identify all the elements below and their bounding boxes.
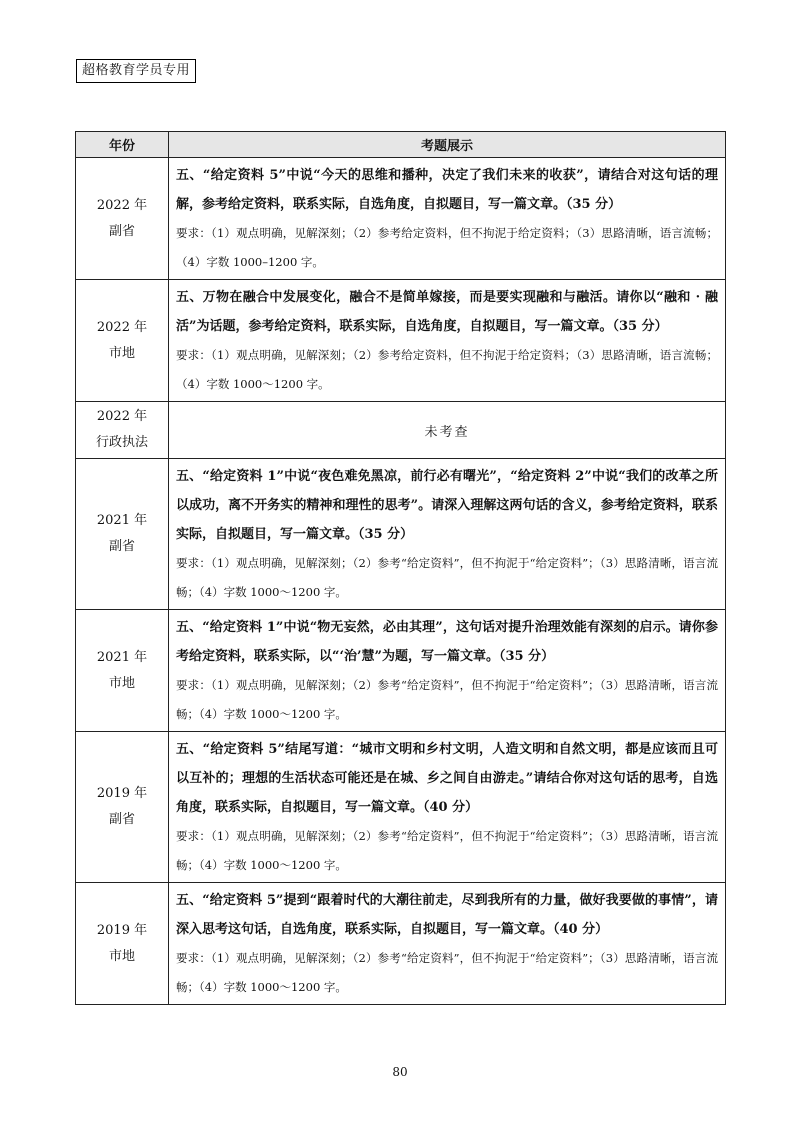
question-cell xyxy=(169,459,726,610)
question-prompt: 五、“给定资料 1”中说“物无妄然，必由其理”，这句话对提升治理效能有深刻的启示。请你参考给定资料，联系实际，以“‘治’慧”为题，写一篇文章。（35 分） xyxy=(176,620,718,664)
column-header-year: 年份 xyxy=(76,132,169,158)
question-cell xyxy=(169,732,726,883)
table-row xyxy=(76,732,726,883)
exam-type: 副省 xyxy=(108,223,135,239)
table-row xyxy=(76,459,726,610)
year-cell xyxy=(76,158,169,280)
question-prompt: 五、“给定资料 5”提到“跟着时代的大潮往前走，尽到我所有的力量，做好我要做的事情”，请深入思考这句话，自选角度，联系实际，自拟题目，写一篇文章。（40 分） xyxy=(176,893,718,937)
exam-type: 副省 xyxy=(108,539,135,554)
question-requirement: 要求：（1）观点明确，见解深刻；（2）参考给定资料，但不拘泥于给定资料；（3）思路清晰，语言流畅；（4）字数 1000–1200 字。 xyxy=(176,226,718,269)
question-prompt: 五、“给定资料 5”中说“今天的思维和播种，决定了我们未来的收获”，请结合对这句话的理解，参考给定资料，联系实际，自选角度，自拟题目，写一篇文章。（35 分） xyxy=(176,168,718,212)
question-requirement: 要求：（1）观点明确，见解深刻；（2）参考“给定资料”，但不拘泥于“给定资料”；（3）思路清晰，语言流畅；（4）字数 1000～1200 字。 xyxy=(176,951,718,994)
year-cell xyxy=(76,402,169,459)
table-row xyxy=(76,883,726,1005)
table-row xyxy=(76,158,726,280)
exam-type: 市地 xyxy=(108,345,135,361)
question-prompt: 五、万物在融合中发展变化，融合不是简单嫁接，而是要实现融和与融活。请你以“融和 · 融活”为话题，参考给定资料，联系实际，自选角度，自拟题目，写一篇文章。（35 分） xyxy=(176,290,718,334)
table-row xyxy=(76,402,726,459)
table-row xyxy=(76,280,726,402)
exam-year: 2022 年 xyxy=(96,197,148,213)
question-prompt: 五、“给定资料 5”结尾写道：“城市文明和乡村文明，人造文明和自然文明，都是应该而且可以互补的；理想的生活状态可能还是在城、乡之间自由游走。”请结合你对这句话的思考，自选角度，联系实际，自拟题目，写一篇文章。（40 分） xyxy=(176,742,718,815)
page-number: 80 xyxy=(392,1065,408,1079)
exam-type: 行政执法 xyxy=(95,435,148,450)
exam-year: 2019 年 xyxy=(96,922,148,938)
question-cell xyxy=(169,883,726,1005)
document-header-label: 超格教育学员专用 xyxy=(76,59,196,83)
exam-type: 市地 xyxy=(108,948,135,964)
exam-type: 副省 xyxy=(108,812,135,827)
year-cell xyxy=(76,883,169,1005)
table-row xyxy=(76,610,726,732)
question-cell xyxy=(169,610,726,732)
year-cell xyxy=(76,732,169,883)
exam-question-table xyxy=(75,131,726,1005)
exam-year: 2021 年 xyxy=(96,649,148,665)
question-cell xyxy=(169,280,726,402)
question-requirement: 要求：（1）观点明确，见解深刻；（2）参考给定资料，但不拘泥于给定资料；（3）思路清晰，语言流畅；（4）字数 1000～1200 字。 xyxy=(176,348,718,391)
question-not-tested: 未考查 xyxy=(169,402,726,459)
question-requirement: 要求：（1）观点明确，见解深刻；（2）参考“给定资料”，但不拘泥于“给定资料”；（3）思路清晰，语言流畅；（4）字数 1000～1200 字。 xyxy=(176,678,718,721)
year-cell xyxy=(76,280,169,402)
exam-year: 2021 年 xyxy=(96,513,148,528)
year-cell xyxy=(76,610,169,732)
question-cell xyxy=(169,158,726,280)
exam-type: 市地 xyxy=(108,675,135,691)
table-header-row xyxy=(76,132,726,158)
year-cell xyxy=(76,459,169,610)
question-requirement: 要求：（1）观点明确，见解深刻；（2）参考“给定资料”，但不拘泥于“给定资料”；（3）思路清晰，语言流畅；（4）字数 1000～1200 字。 xyxy=(176,556,718,599)
exam-year: 2022 年 xyxy=(96,409,148,424)
exam-year: 2019 年 xyxy=(96,786,148,801)
question-prompt: 五、“给定资料 1”中说“夜色难免黑凉，前行必有曙光”，“给定资料 2”中说“我们的改革之所以成功，离不开务实的精神和理性的思考”。请深入理解这两句话的含义，参考给定资料，联系实际，自拟题目，写一篇文章。（35 分） xyxy=(176,469,718,542)
column-header-question: 考题展示 xyxy=(169,132,726,158)
question-requirement: 要求：（1）观点明确，见解深刻；（2）参考“给定资料”，但不拘泥于“给定资料”；（3）思路清晰，语言流畅；（4）字数 1000～1200 字。 xyxy=(176,829,718,872)
exam-year: 2022 年 xyxy=(96,319,148,335)
